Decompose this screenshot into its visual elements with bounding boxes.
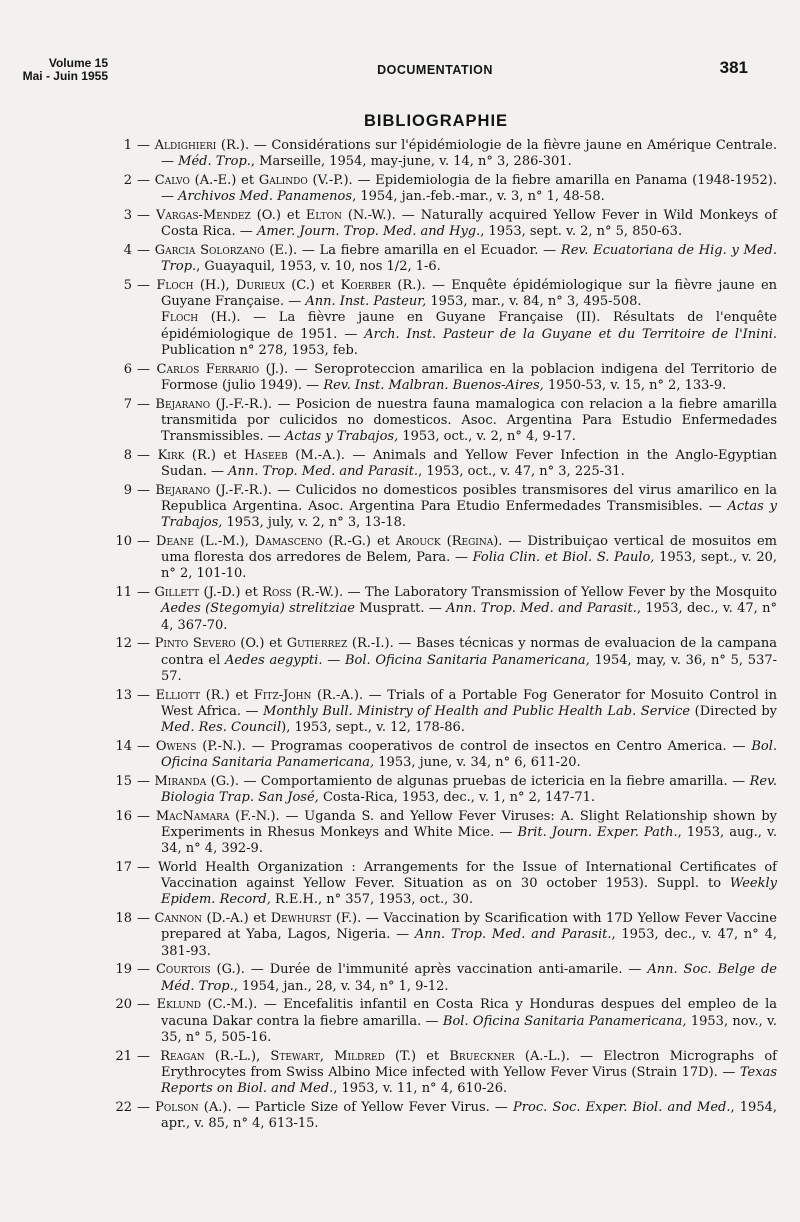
bibliography-entry [0,243,800,275]
entry-number: 13 [115,687,132,703]
entry-body-continued [161,310,777,359]
entry-body [137,138,778,170]
entry-text: , 1954, jan.-feb.-mar., v. 3, n° 1, 48-58. [352,189,605,205]
bibliography-entry [0,173,800,205]
entry-number: 19 [115,962,132,978]
author-name: Ross (R.-W.) [262,585,339,601]
entry-body [137,208,777,240]
entry-text: , Guayaquil, 1953, v. 10, nos 1/2, 1-6. [196,259,441,275]
entry-text: . — Uganda S. and Yellow Fever Viruses: A. Slight Relationship shown by Experiments in Rhesus Monkeys and White Mice. — [161,808,777,841]
journal-title: Proc. Soc. Exper. Biol. and Med. [513,1099,731,1115]
journal-title: Rev. Biologia Trap. San José, [161,773,778,806]
entry-body [137,1099,777,1132]
journal-title: Bol. Oficina Sanitaria Panamericana, [161,738,777,771]
entry-body [137,482,778,532]
entry-text: 1953, july, v. 2, n° 3, 13-18. [222,515,407,531]
entry-dash: — [137,585,155,601]
entry-text: et [240,585,263,601]
page-title: BIBLIOGRAPHIE [363,112,509,130]
entry-text: . — Seroproteccion amarilica en la poblacion indigena del Territorio de Formose (julio 1949). — [161,361,778,393]
volume-label: Volume 15 [48,56,108,70]
entry-text: et [314,278,341,293]
journal-title: Bol. Oficina Sanitaria Panamericana, [344,652,590,668]
author-name: Elliott (R.) [155,687,230,703]
entry-text: , Marseille, 1954, may-june, v. 14, n° 3, 286-301. [250,154,572,170]
author-name: Carlos Ferrario (J.) [156,361,285,377]
entry-number: 12 [115,636,132,652]
entry-text: . — Particle Size of Yellow Fever Virus. — [227,1099,514,1115]
entry-text: (Directed by [690,703,777,719]
entry-text: , [256,1048,271,1064]
entry-dash: — [137,687,156,703]
entry-number: 7 [123,396,132,412]
entry-text: . — Posicion de nuestra fauna mamalogica con relacion a la fiebre amarilla transmitida por culicidos no domesticos. Asoc. Argentina Para Estudio Enfermedades Transmissibles. — [161,396,777,445]
entry-text: et [370,534,396,550]
author-name: Courtois (G.) [155,962,241,978]
journal-title: Rev. Ecuatoriana de Hig. y Med. Trop. [161,243,777,275]
entry-number: 2 [123,173,132,188]
entry-dash: — [137,962,156,978]
author-name: Polson (A.) [155,1099,228,1115]
author-name: Bejarano (J.-F.-R.) [155,482,268,498]
entry-text: . — Trials of a Portable Fog Generator for Mosuito Control in West Africa. — [161,687,778,719]
entry-dash: — [137,447,158,463]
bibliography-entry [0,138,800,170]
entry-body [137,997,777,1046]
bibliography-entry [0,1100,800,1132]
entry-text: , [225,278,236,293]
entry-text: Publication n° 278, 1953, feb. [161,342,358,358]
entry-body [137,687,778,737]
entry-number: 1 [123,138,132,153]
entry-text: et [215,447,244,463]
bibliography-entry [0,208,800,240]
entry-dash: — [137,738,156,754]
entry-body [137,243,777,275]
entry-text: et [248,911,271,927]
journal-title: Med. Res. Council [161,720,282,736]
bibliography-entry [0,448,800,480]
journal-title: Ann. Trop. Med. and Parasit. [446,601,637,617]
entry-text: . — La fiebre amarilla en el Ecuador. — [293,243,561,258]
entry-text: 1953, june, v. 34, n° 6, 611-20. [374,755,581,771]
entry-text: 1953, oct., v. 2, n° 4, 9-17. [398,429,576,445]
entry-text: , 1954, jan., 28, v. 34, n° 1, 9-12. [233,978,449,994]
journal-title: Méd. Trop. [178,154,251,170]
journal-title: Actas y Trabajos, [161,499,778,531]
entry-text: . — Epidemiologia de la fiebre amarilla en Panama (1948-1952). — [161,173,778,205]
bibliography-entry [0,483,800,532]
entry-dash: — [137,636,155,652]
entry-dash: — [137,997,157,1013]
entry-number: 3 [123,208,132,223]
entry-text: , 1953, v. 11, n° 4, 610-26. [333,1081,508,1097]
entry-dash: — [137,860,159,876]
entry-dash: — [137,243,155,258]
journal-title: Amer. Journ. Trop. Med. and Hyg. [256,224,481,240]
entry-body [137,1048,777,1098]
entry-text: . — Enquête épidémiologique sur la fièvre jaune en Guyane Française. — [161,278,778,310]
entry-text: R.E.H., n° 357, 1953, oct., 30. [270,892,474,908]
author-name: Galindo (V.-P.) [258,173,349,188]
entry-text: . — Encefalitis infantil en Costa Rica y Honduras despues del empleo de la vacuna Dakar contra la fiebre amarilla. — [161,997,777,1029]
entry-text: World Health Organization : Arrangements for the Issue of International Certificates of Vaccination against Yellow Fever. Situation as on 30 october 1953). Suppl. to [158,860,777,892]
author-name: Vargas-Mendez (O.) [156,208,281,223]
author-name: Eklund (C.-M.) [156,997,254,1013]
entry-body [137,911,777,960]
entry-number: 20 [115,997,132,1013]
author-name: MacNamara (F.-N.) [155,808,276,824]
entry-number: 11 [115,585,132,601]
entry-text: Costa-Rica, 1953, dec., v. 1, n° 2, 147-71. [318,790,596,806]
author-name: Garcia Solorzano (E.) [154,243,294,258]
bibliography-entry [0,278,800,359]
author-name: Durieux (C.) [235,278,315,293]
author-name: Brueckner (A.-L.) [449,1048,566,1064]
author-name: Pinto Severo (O.) [154,636,265,652]
entry-body [137,962,778,994]
entry-text: ), 1953, sept., v. 12, 178-86. [281,720,465,736]
author-name: Floch (H.) [156,278,226,293]
entry-body [137,808,777,858]
bibliography-entry [0,962,800,994]
author-name: Gillett (J.-D.) [154,585,241,601]
journal-title: Bol. Oficina Sanitaria Panamericana, [442,1013,687,1029]
author-name: Miranda (G.) [154,773,235,789]
entry-text: , 1953, aug., v. 34, n° 4, 392-9. [161,825,777,857]
entry-number: 8 [123,447,132,463]
entry-text: 1950-53, v. 15, n° 2, 133-9. [543,377,727,393]
entry-text: , 1953, sept. v. 2, n° 5, 850-63. [480,224,683,240]
entry-dash: — [137,482,156,498]
entry-text: et [416,1048,450,1064]
entry-number: 22 [115,1099,132,1115]
bibliography-list [0,138,800,1135]
bibliography-entry [0,774,800,806]
journal-title: Weekly Epidem. Record, [161,876,777,908]
entry-text: , 1953, dec., v. 47, n° 4, 381-93. [161,927,777,959]
journal-title: Ann. Inst. Pasteur, [305,294,427,310]
author-name: Dewhurst (F.) [270,911,358,927]
author-name: Haseeb (M.-A.) [243,447,341,463]
journal-title: Aedes (Stegomyia) strelitziae [161,601,355,617]
author-name: Elton (N.-W.) [305,208,392,223]
entry-number: 16 [115,808,132,824]
author-name: Fitz-John (R.-A.) [253,687,359,703]
author-name: Stewart, Mildred (T.) [270,1048,417,1064]
entry-dash: — [137,396,156,412]
entry-text: et [280,208,306,223]
bibliography-entry [0,397,800,446]
journal-title: Archivos Med. Panamenos [178,189,353,205]
author-name: Floch (H.) [161,310,237,326]
journal-title: Rev. Inst. Malbran. Buenos-Aires, [323,377,544,393]
entry-dash: — [137,534,157,550]
bibliography-entry [0,362,800,394]
journal-title: Ann. Trop. Med. and Parasit. [228,464,419,480]
entry-body [137,860,777,909]
bibliography-entry [0,911,800,960]
entry-number: 15 [115,773,132,789]
bibliography-entry [0,997,800,1046]
journal-title: Aedes aegypti. [225,652,323,668]
entry-text: Muspratt. — [354,601,447,617]
entry-number: 6 [123,361,132,377]
author-name: Koerber (R.) [340,278,422,293]
author-name: Cannon (D.-A.) [154,911,249,927]
entry-dash: — [137,1048,161,1064]
author-name: Owens (P.-N.) [155,738,242,754]
entry-dash: — [137,138,155,153]
entry-text: et [264,636,287,652]
bibliography-entry [0,739,800,771]
entry-text: , [244,534,255,550]
author-name: Arouck (Regina) [395,534,499,550]
author-name: Aldighieri (R.) [154,138,245,153]
entry-text: . — Considérations sur l'épidémiologie de la fièvre jaune en Amérique Centrale. — [161,138,778,170]
entry-number: 9 [123,482,132,498]
entry-text: 1953, nov., v. 35, n° 5, 505-16. [161,1013,777,1045]
entry-body [137,738,777,771]
entry-text: . — Bases técnicas y normas de evaluacion de la campana contra el [161,636,777,668]
entry-text: 1954, may, v. 36, n° 5, 537-57. [161,652,778,684]
entry-dash: — [137,1099,156,1115]
entry-body [137,636,778,685]
entry-text: . — Naturally acquired Yellow Fever in Wild Monkeys of Costa Rica. — [161,208,777,240]
journal-title: Brit. Journ. Exper. Path. [517,825,678,841]
entry-dash: — [137,208,157,223]
entry-text: . — The Laboratory Transmission of Yellow Fever by the Mosquito [338,585,778,601]
author-name: Calvo (A.-E.) [154,173,237,188]
entry-number: 5 [123,278,132,293]
bibliography-entry [0,636,800,685]
entry-text: . — Durée de l'immunité après vaccination anti-amarile. — [240,962,648,978]
journal-title: Ann. Trop. Med. and Parasit. [414,927,612,943]
entry-number: 21 [115,1048,132,1064]
entry-number: 4 [123,243,132,258]
entry-text: . — Electron Micrographs of Erythrocytes from Swiss Albino Mice infected with Yellow Fever Virus (Strain 17D). — [161,1048,777,1080]
author-name: Kirk (R.) [157,447,216,463]
author-name: Reagan (R.-L.) [160,1048,257,1064]
entry-number: 17 [115,860,132,876]
entry-text: . — Animals and Yellow Fever Infection in the Anglo-Egyptian Sudan. — [161,447,777,480]
journal-title: Folia Clin. et Biol. S. Paulo, [472,550,655,566]
entry-dash: — [137,911,155,927]
entry-text: 1953, sept., v. 20, n° 2, 101-10. [161,550,777,582]
entry-text: . — Vaccination by Scarification with 17D Yellow Fever Vaccine prepared at Yaba, Lagos, Nigeria. — [161,911,777,943]
bibliography-entry [0,860,800,909]
entry-text: et [236,173,259,188]
entry-body [137,534,778,583]
entry-body [137,585,778,634]
author-name: Deane (L.-M.) [156,534,245,550]
entry-number: 10 [115,534,132,550]
entry-dash: — [137,173,155,188]
bibliography-entry [0,534,800,583]
journal-title: Ann. Soc. Belge de Méd. Trop. [161,962,778,994]
entry-text: . — Distribuiçao vertical de mosuitos em uma floresta dos arredores de Belem, Para. — [161,534,778,566]
entry-dash: — [137,808,156,824]
journal-title: Actas y Trabajos, [284,429,399,445]
journal-title: Monthly Bull. Ministry of Health and Public Health Lab. Service [263,703,691,719]
entry-text: 1953, mar., v. 84, n° 3, 495-508. [426,294,642,310]
entry-number: 18 [115,911,132,927]
bibliography-entry [0,688,800,737]
bibliography-entry [0,1049,800,1098]
author-name: Gutierrez (R.-I.) [286,636,390,652]
entry-text: . — Culicidos no domesticos posibles transmisores del virus amarilico en la Republica Argentina. Asoc. Argentina Para Etudio Enfermedades Transmisibles. — [161,482,778,515]
entry-dash: — [137,361,157,377]
journal-title: Texas Reports on Biol. and Med. [161,1064,777,1097]
entry-body [137,447,777,480]
entry-text: . — Comportamiento de algunas pruebas de ictericia en la fiebre amarilla. — [234,773,750,789]
entry-text: , 1954, apr., v. 85, n° 4, 613-15. [161,1099,777,1132]
author-name: Damasceno (R.-G.) [254,534,371,550]
journal-title: Arch. Inst. Pasteur de la Guyane et du Territoire de l'Inini. [364,326,777,342]
entry-body [137,361,778,394]
entry-number: 14 [115,738,132,754]
issue-date: Mai - Juin 1955 [22,69,108,83]
entry-text: et [229,687,254,703]
page-number: 381 [719,58,748,77]
bibliography-entry [0,809,800,858]
author-name: Bejarano (J.-F.-R.) [155,396,268,412]
entry-dash: — [137,278,157,293]
entry-text: . — La fièvre jaune en Guyane Française (II). Résultats de l'enquête épidémiologique de 1951. — [161,310,777,342]
entry-text: . — Programas cooperativos de control de insectos en Centro America. — [241,738,752,754]
entry-text: — [322,652,345,668]
entry-text: , 1953, oct., v. 47, n° 3, 225-31. [418,464,625,480]
entry-body [137,278,778,310]
bibliography-entry [0,585,800,634]
section-title: DOCUMENTATION [377,63,493,77]
entry-body [137,173,778,205]
entry-body [137,773,778,806]
entry-body [137,396,777,446]
entry-text: , 1953, dec., v. 47, n° 4, 367-70. [161,601,777,633]
entry-dash: — [137,773,155,789]
